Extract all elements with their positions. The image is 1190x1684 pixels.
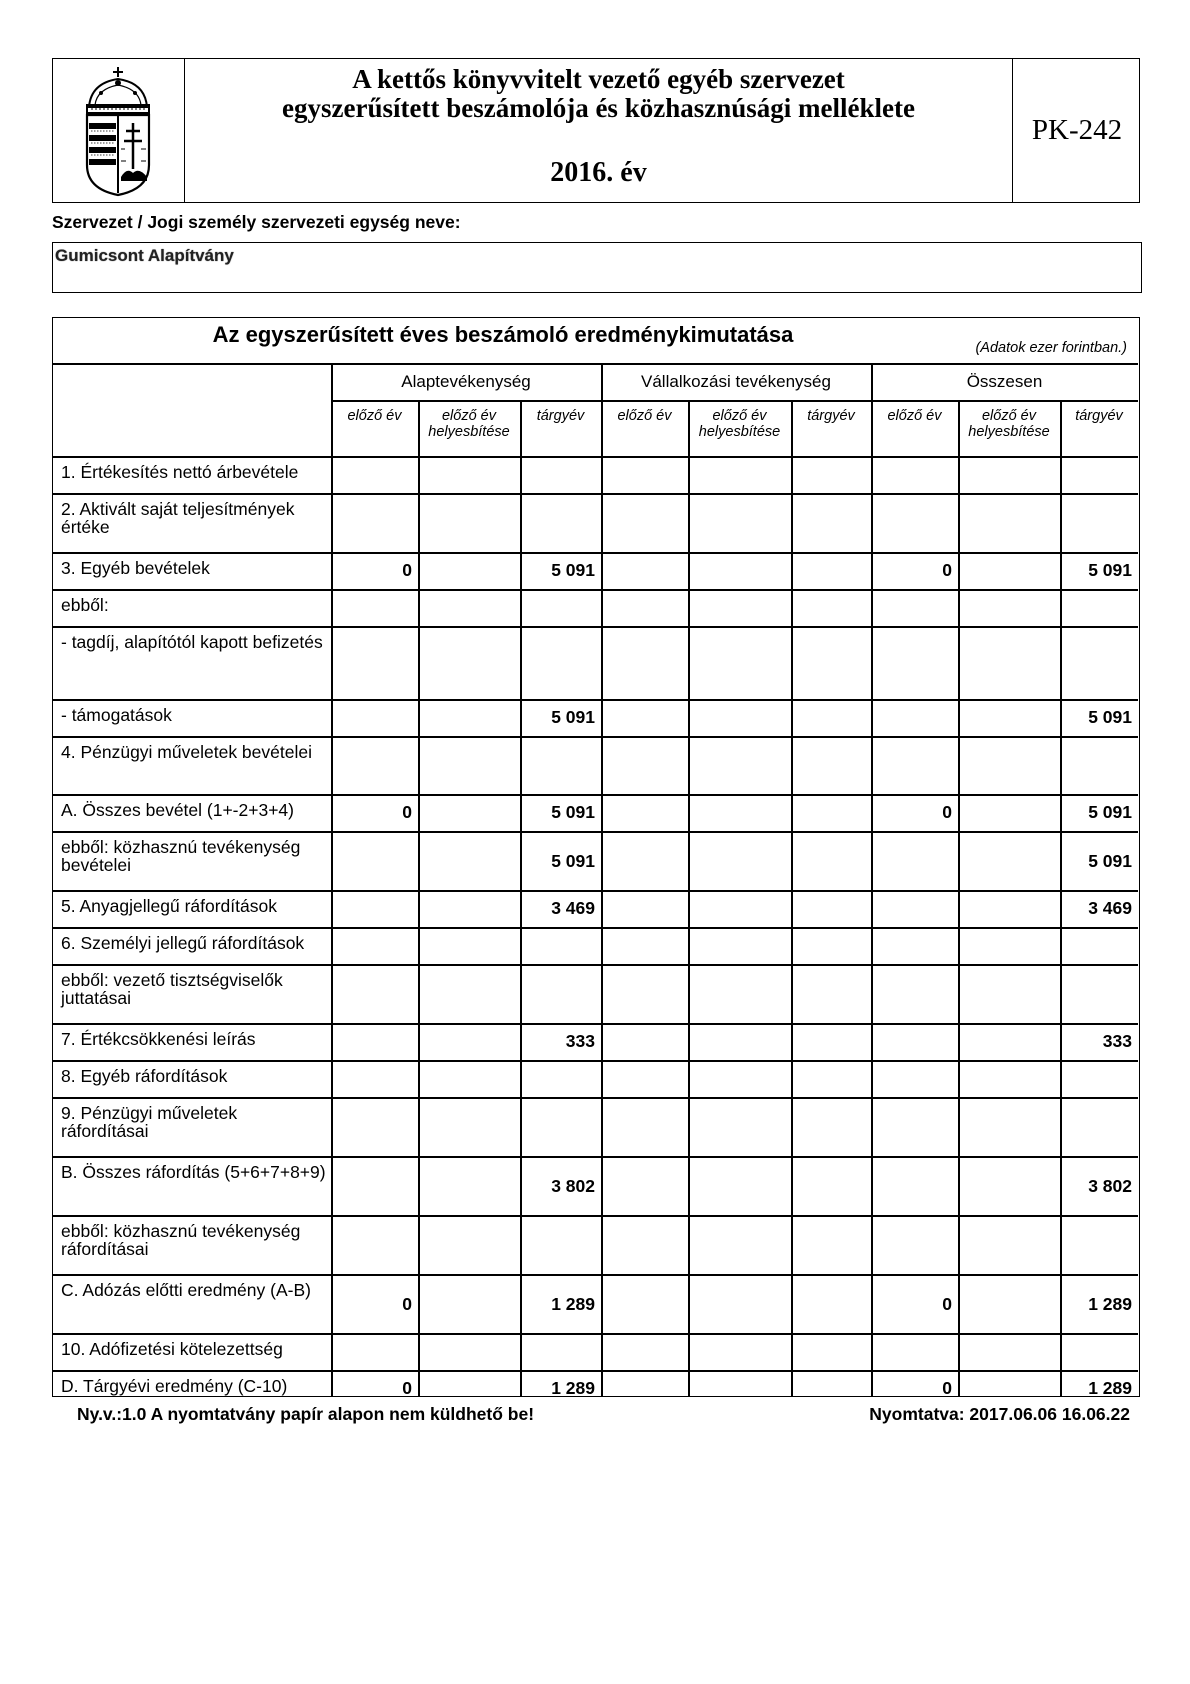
value-cell[interactable]: 3 802: [551, 1175, 595, 1196]
column-subheader: tárgyév: [807, 408, 855, 424]
value-cell[interactable]: 1 289: [1088, 1293, 1132, 1314]
organization-name: Gumicsont Alapítvány: [55, 246, 234, 265]
value-cell[interactable]: 333: [565, 1031, 595, 1051]
column-subheader: tárgyév: [1075, 408, 1123, 424]
income-statement-table: [52, 317, 1140, 1397]
group-divider: [331, 400, 1138, 402]
coat-of-arms-icon: [81, 65, 155, 197]
group-column-divider: [601, 363, 603, 1396]
column-subheader: előző év helyesbítése: [968, 408, 1050, 440]
row-label: - tagdíj, alapítótól kapott befizetés: [61, 632, 323, 652]
value-cell[interactable]: 5 091: [551, 707, 595, 727]
row-label: 3. Egyéb bevételek: [61, 558, 210, 578]
value-cell[interactable]: 5 091: [551, 560, 595, 580]
row-label: 6. Személyi jellegű ráfordítások: [61, 933, 305, 953]
row-divider: [53, 1060, 1138, 1062]
row-divider: [53, 552, 1138, 554]
row-divider: [53, 736, 1138, 738]
value-cell[interactable]: 5 091: [551, 850, 595, 871]
value-cell[interactable]: 5 091: [1088, 560, 1132, 580]
value-cell[interactable]: 1 289: [551, 1293, 595, 1314]
value-cell[interactable]: 0: [402, 560, 412, 580]
form-header: [52, 58, 1140, 203]
row-divider: [53, 794, 1138, 796]
row-label: 7. Értékcsökkenési leírás: [61, 1029, 256, 1049]
row-divider: [53, 699, 1138, 701]
column-subheader: előző év helyesbítése: [428, 408, 510, 440]
row-divider: [53, 831, 1138, 833]
row-label: 2. Aktivált saját teljesítmények értéke: [61, 499, 295, 537]
row-divider: [53, 1274, 1138, 1276]
row-divider: [53, 1023, 1138, 1025]
form-year: 2016. év: [550, 157, 647, 188]
row-divider: [53, 1156, 1138, 1158]
title-divider: [53, 363, 1138, 365]
row-divider: [53, 927, 1138, 929]
form-title-line2: egyszerűsített beszámolója és közhasznúsági melléklete: [282, 93, 915, 123]
row-label: ebből:: [61, 595, 109, 615]
value-cell[interactable]: 0: [942, 560, 952, 580]
organization-label: Szervezet / Jogi személy szervezeti egység neve:: [52, 212, 461, 232]
row-label: 1. Értékesítés nettó árbevétele: [61, 462, 299, 482]
row-label: 5. Anyagjellegű ráfordítások: [61, 896, 277, 916]
value-cell[interactable]: 5 091: [1088, 707, 1132, 727]
value-cell[interactable]: 0: [402, 1378, 412, 1398]
column-group-header: Vállalkozási tevékenység: [641, 372, 831, 391]
column-subheader: előző év helyesbítése: [698, 408, 781, 440]
row-divider: [53, 1097, 1138, 1099]
crest-cell: [53, 59, 185, 202]
unit-note: (Adatok ezer forintban.): [975, 340, 1127, 356]
row-divider: [53, 964, 1138, 966]
value-cell[interactable]: 0: [942, 1378, 952, 1398]
column-subheader: előző év: [347, 408, 402, 424]
value-cell[interactable]: 5 091: [551, 802, 595, 822]
form-code: PK-242: [1031, 114, 1123, 146]
form-title-cell: [185, 59, 1013, 202]
column-subheader: tárgyév: [536, 408, 585, 424]
row-divider: [53, 1215, 1138, 1217]
row-label: A. Összes bevétel (1+-2+3+4): [61, 800, 294, 820]
column-subheader: előző év: [887, 408, 942, 424]
value-cell[interactable]: 333: [1102, 1031, 1132, 1051]
value-cell[interactable]: 5 091: [1088, 850, 1132, 871]
header-bottom-line: [53, 456, 1138, 458]
group-column-divider: [871, 363, 873, 1396]
value-cell[interactable]: 3 469: [1088, 898, 1132, 918]
sub-column-divider: [791, 400, 793, 1396]
column-group-header: Összesen: [966, 372, 1043, 391]
row-divider: [53, 1333, 1138, 1335]
sub-column-divider: [418, 400, 420, 1396]
row-label: 8. Egyéb ráfordítások: [61, 1066, 228, 1086]
row-divider: [53, 1370, 1138, 1372]
row-divider: [53, 589, 1138, 591]
row-label: 9. Pénzügyi műveletek ráfordításai: [61, 1103, 238, 1141]
value-cell[interactable]: 3 802: [1088, 1175, 1132, 1196]
row-label: ebből: közhasznú tevékenység bevételei: [61, 837, 301, 875]
value-cell[interactable]: 1 289: [1088, 1378, 1132, 1398]
footer-print-date: Nyomtatva: 2017.06.06 16.06.22: [869, 1404, 1130, 1424]
table-title: Az egyszerűsített éves beszámoló eredménykimutatása: [212, 322, 794, 347]
column-group-header: Alaptevékenység: [401, 372, 531, 391]
value-cell[interactable]: 0: [402, 1293, 412, 1314]
value-cell[interactable]: 0: [942, 1293, 952, 1314]
footer-version-note: Ny.v.:1.0 A nyomtatvány papír alapon nem küldhető be!: [77, 1404, 535, 1424]
sub-column-divider: [958, 400, 960, 1396]
row-label: C. Adózás előtti eredmény (A-B): [61, 1280, 311, 1300]
value-cell[interactable]: 5 091: [1088, 802, 1132, 822]
row-divider: [53, 626, 1138, 628]
row-label: D. Tárgyévi eredmény (C-10): [61, 1376, 288, 1396]
row-label: ebből: vezető tisztségviselők juttatásai: [61, 970, 283, 1008]
value-cell[interactable]: 3 469: [551, 898, 595, 918]
label-column-divider: [331, 363, 333, 1396]
sub-column-divider: [688, 400, 690, 1396]
row-label: - támogatások: [61, 705, 172, 725]
row-divider: [53, 890, 1138, 892]
value-cell[interactable]: 0: [402, 802, 412, 822]
column-subheader: előző év: [617, 408, 672, 424]
row-label: 10. Adófizetési kötelezettség: [61, 1339, 283, 1359]
value-cell[interactable]: 0: [942, 802, 952, 822]
row-label: B. Összes ráfordítás (5+6+7+8+9): [61, 1162, 326, 1182]
row-label: ebből: közhasznú tevékenység ráfordításai: [61, 1221, 301, 1259]
row-label: 4. Pénzügyi műveletek bevételei: [61, 742, 312, 762]
organization-name-field[interactable]: [52, 242, 1142, 293]
form-title-line1: A kettős könyvvitelt vezető egyéb szervezet: [352, 64, 845, 94]
value-cell[interactable]: 1 289: [551, 1378, 595, 1398]
row-divider: [53, 493, 1138, 495]
